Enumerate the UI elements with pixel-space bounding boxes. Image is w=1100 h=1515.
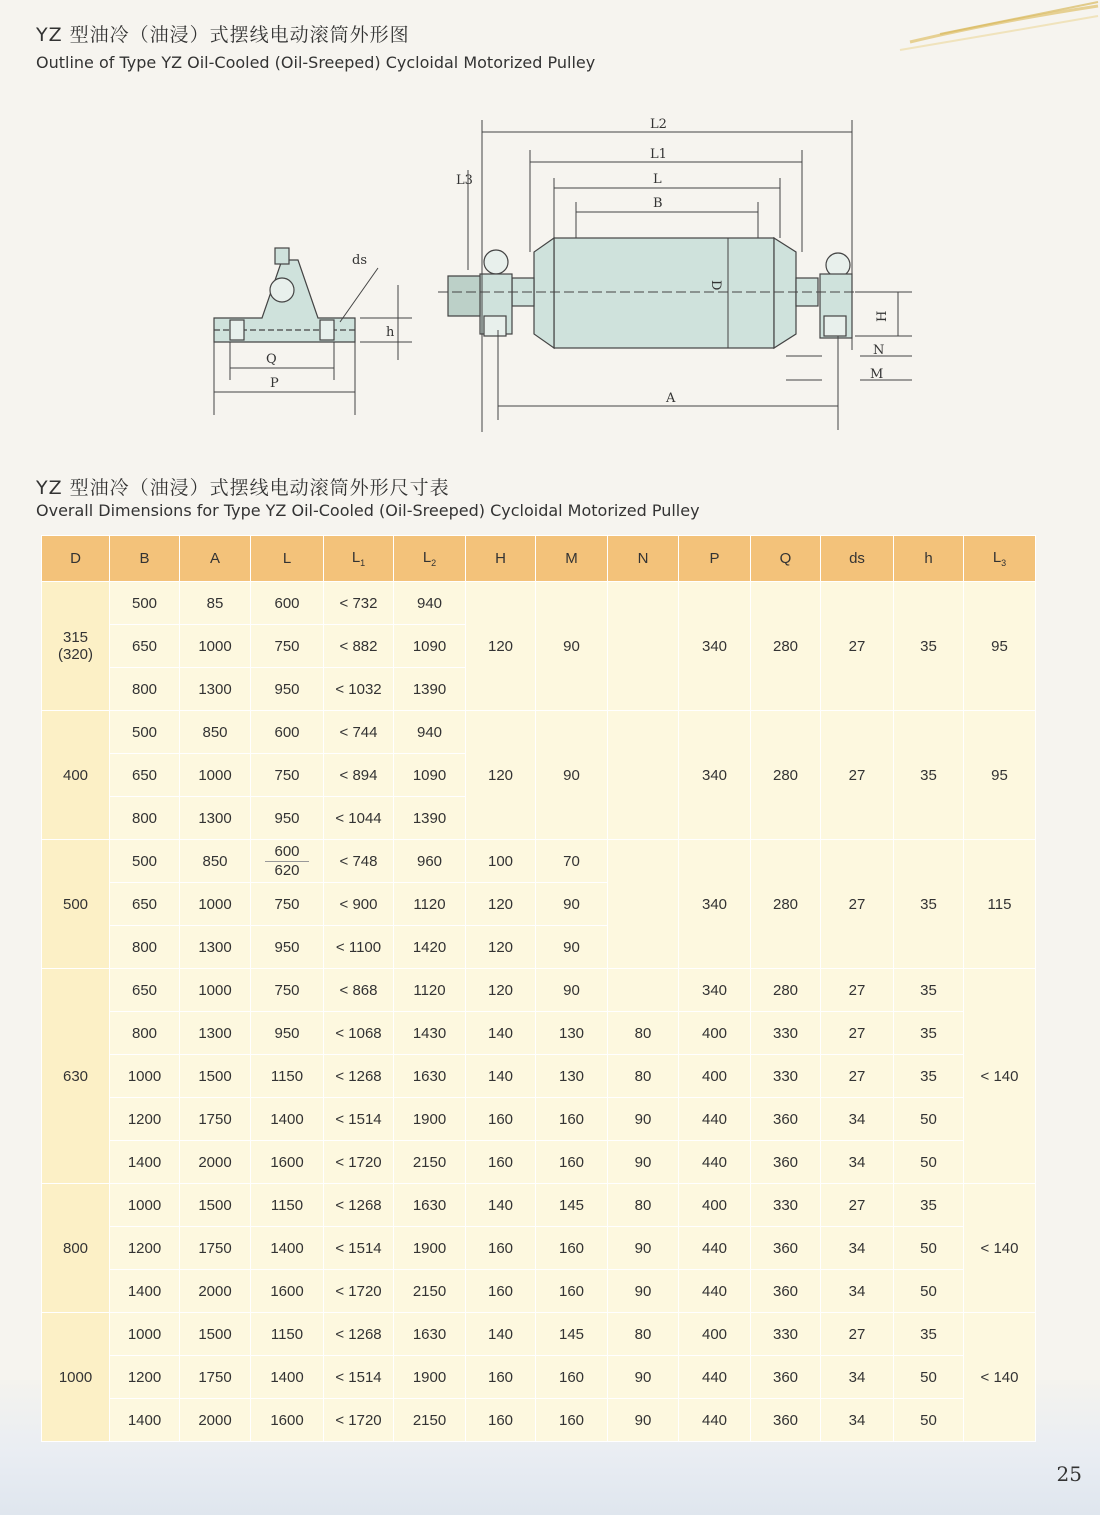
col-header-l1: $L_1$	[324, 536, 394, 582]
merged-q: 280	[751, 711, 821, 840]
col-header-h: H	[466, 536, 536, 582]
table-cell: 1430	[394, 1012, 466, 1055]
merged-h: 35	[894, 582, 964, 711]
table-cell: 400	[679, 1184, 751, 1227]
table-cell: 160	[536, 1227, 608, 1270]
table-cell: < 1514	[324, 1227, 394, 1270]
table-cell: 440	[679, 1270, 751, 1313]
table-cell: 440	[679, 1141, 751, 1184]
table-cell: 1150	[251, 1313, 324, 1356]
merged-h: 120	[466, 711, 536, 840]
table-cell: < 900	[324, 883, 394, 926]
table-cell: 35	[894, 969, 964, 1012]
table-cell: 70	[536, 840, 608, 883]
table-cell: 2150	[394, 1141, 466, 1184]
table-cell: 160	[466, 1141, 536, 1184]
table-cell: 2150	[394, 1399, 466, 1442]
merged-h: 120	[466, 582, 536, 711]
table-cell: 35	[894, 1012, 964, 1055]
table-cell: 950	[251, 668, 324, 711]
table-cell: 1300	[180, 926, 251, 969]
table-cell: 27	[821, 969, 894, 1012]
d-cell: 500	[42, 840, 110, 969]
col-header-p: P	[679, 536, 751, 582]
table-cell: 1400	[251, 1356, 324, 1399]
table-cell: 1400	[110, 1270, 180, 1313]
table-cell: 1750	[180, 1098, 251, 1141]
table-cell: 120	[466, 969, 536, 1012]
table-cell: 1200	[110, 1356, 180, 1399]
table-cell: 940	[394, 711, 466, 754]
table-cell: 35	[894, 1313, 964, 1356]
table-cell: 160	[466, 1098, 536, 1141]
table-cell: 1000	[180, 969, 251, 1012]
table-cell: 100	[466, 840, 536, 883]
table-row	[42, 1356, 1036, 1399]
table-cell: 400	[679, 1055, 751, 1098]
dim-ds-label: ds	[352, 253, 367, 268]
dim-l1-label: L1	[650, 147, 667, 162]
table-cell: 400	[679, 1012, 751, 1055]
table-cell: 160	[536, 1098, 608, 1141]
table-cell: 50	[894, 1270, 964, 1313]
d-cell: 800	[42, 1184, 110, 1313]
outline-title-cn: YZ 型油冷（油浸）式摆线电动滚筒外形图	[36, 24, 410, 46]
table-cell: 600	[251, 711, 324, 754]
table-cell: < 1720	[324, 1270, 394, 1313]
table-cell: 950	[251, 926, 324, 969]
table-cell: 330	[751, 1055, 821, 1098]
dim-q-label: Q	[266, 352, 277, 367]
table-row	[42, 969, 1036, 1012]
table-cell: 1000	[110, 1184, 180, 1227]
table-cell: 50	[894, 1141, 964, 1184]
table-cell: 360	[751, 1399, 821, 1442]
table-cell: 1500	[180, 1055, 251, 1098]
table-cell: 34	[821, 1227, 894, 1270]
merged-p: 340	[679, 582, 751, 711]
table-row	[42, 1313, 1036, 1356]
table-cell: 2150	[394, 1270, 466, 1313]
merged-ds: 27	[821, 582, 894, 711]
table-cell: 1000	[110, 1055, 180, 1098]
dim-l-label: L	[653, 172, 662, 187]
table-cell: 1630	[394, 1055, 466, 1098]
table-cell: 1390	[394, 797, 466, 840]
table-cell: 2000	[180, 1141, 251, 1184]
table-cell: 34	[821, 1141, 894, 1184]
table-cell: 1120	[394, 969, 466, 1012]
table-cell: 1600	[251, 1399, 324, 1442]
table-cell: 1150	[251, 1184, 324, 1227]
table-cell: 90	[536, 883, 608, 926]
table-cell: 160	[466, 1356, 536, 1399]
table-cell: 800	[110, 797, 180, 840]
table-cell: 160	[536, 1141, 608, 1184]
merged-l3: 95	[964, 711, 1036, 840]
table-cell: 1000	[180, 625, 251, 668]
table-cell: 160	[536, 1399, 608, 1442]
outline-drawing	[200, 110, 920, 440]
table-cell: 85	[180, 582, 251, 625]
col-header-l: L	[251, 536, 324, 582]
d-cell: 1000	[42, 1313, 110, 1442]
table-cell: < 1268	[324, 1055, 394, 1098]
table-cell: 130	[536, 1012, 608, 1055]
table-cell: 1000	[180, 754, 251, 797]
table-cell: 440	[679, 1227, 751, 1270]
table-cell: 1400	[251, 1098, 324, 1141]
table-cell: < 1044	[324, 797, 394, 840]
table-cell: 1400	[251, 1227, 324, 1270]
merged-m: 90	[536, 582, 608, 711]
table-cell: 850	[180, 711, 251, 754]
dim-m-label: M	[870, 367, 884, 382]
table-row	[42, 1227, 1036, 1270]
table-cell: 940	[394, 582, 466, 625]
table-cell: 1300	[180, 668, 251, 711]
table-cell: < 894	[324, 754, 394, 797]
merged-n	[608, 582, 679, 711]
table-cell: 50	[894, 1227, 964, 1270]
table-cell: 1150	[251, 1055, 324, 1098]
col-header-b: B	[110, 536, 180, 582]
table-cell: 80	[608, 1012, 679, 1055]
table-cell: 330	[751, 1313, 821, 1356]
table-cell: 1600	[251, 1141, 324, 1184]
merged-p: 340	[679, 840, 751, 969]
table-cell: 90	[536, 926, 608, 969]
dim-h-small-label: h	[386, 325, 395, 340]
merged-n	[608, 711, 679, 840]
table-cell	[608, 969, 679, 1012]
table-cell: 90	[608, 1399, 679, 1442]
outline-title-en: Outline of Type YZ Oil-Cooled (Oil-Sreeped) Cycloidal Motorized Pulley	[36, 53, 596, 72]
table-cell: 950	[251, 797, 324, 840]
table-cell: 34	[821, 1098, 894, 1141]
table-cell: 960	[394, 840, 466, 883]
table-cell: 145	[536, 1184, 608, 1227]
col-header-h: h	[894, 536, 964, 582]
table-cell: < 1100	[324, 926, 394, 969]
table-cell: < 1032	[324, 668, 394, 711]
col-header-ds: ds	[821, 536, 894, 582]
dim-n-label: N	[873, 343, 885, 358]
table-cell: 27	[821, 1012, 894, 1055]
merged-h: 35	[894, 840, 964, 969]
table-row	[42, 1098, 1036, 1141]
table-cell: 800	[110, 926, 180, 969]
table-cell: 1900	[394, 1227, 466, 1270]
table-cell: 1120	[394, 883, 466, 926]
table-cell: 1200	[110, 1227, 180, 1270]
table-row	[42, 1055, 1036, 1098]
gold-brush-decoration	[870, 0, 1100, 60]
merged-ds: 27	[821, 711, 894, 840]
table-cell: < 1268	[324, 1313, 394, 1356]
table-cell: 440	[679, 1399, 751, 1442]
table-cell: 360	[751, 1141, 821, 1184]
table-cell: 330	[751, 1012, 821, 1055]
table-cell: 1750	[180, 1227, 251, 1270]
table-title-en: Overall Dimensions for Type YZ Oil-Cooled (Oil-Sreeped) Cycloidal Motorized Pulley	[36, 501, 700, 520]
table-cell: 650	[110, 969, 180, 1012]
table-cell: 600	[251, 582, 324, 625]
table-cell: 850	[180, 840, 251, 883]
merged-l3: 115	[964, 840, 1036, 969]
table-cell: 2000	[180, 1399, 251, 1442]
table-cell: 27	[821, 1055, 894, 1098]
table-cell: 650	[110, 625, 180, 668]
merged-n	[608, 840, 679, 969]
dim-d-label: D	[708, 280, 723, 291]
table-cell: 34	[821, 1270, 894, 1313]
merged-m: 90	[536, 711, 608, 840]
dim-l2-label: L2	[650, 117, 667, 132]
dim-p-label: P	[270, 376, 279, 391]
table-cell: 650	[110, 754, 180, 797]
table-cell: < 1068	[324, 1012, 394, 1055]
table-cell: 1500	[180, 1313, 251, 1356]
table-cell: 1750	[180, 1356, 251, 1399]
table-row	[42, 1270, 1036, 1313]
table-cell: < 1720	[324, 1141, 394, 1184]
table-cell: 950	[251, 1012, 324, 1055]
table-cell: 140	[466, 1313, 536, 1356]
table-cell: 160	[466, 1399, 536, 1442]
merged-l3: < 140	[964, 1184, 1036, 1313]
table-cell: 80	[608, 1313, 679, 1356]
table-cell: 90	[608, 1227, 679, 1270]
table-cell: 500	[110, 711, 180, 754]
table-cell: 1300	[180, 1012, 251, 1055]
table-cell: 750	[251, 969, 324, 1012]
d-cell: 630	[42, 969, 110, 1184]
table-cell: < 744	[324, 711, 394, 754]
table-cell: 1000	[110, 1313, 180, 1356]
table-cell: 650	[110, 883, 180, 926]
table-cell: 800	[110, 1012, 180, 1055]
table-cell: < 1514	[324, 1356, 394, 1399]
dim-h-label: H	[875, 310, 890, 322]
table-cell: 120	[466, 883, 536, 926]
table-cell: 360	[751, 1227, 821, 1270]
table-cell: 360	[751, 1098, 821, 1141]
table-cell: 440	[679, 1356, 751, 1399]
merged-q: 280	[751, 582, 821, 711]
table-cell: 800	[110, 668, 180, 711]
merged-ds: 27	[821, 840, 894, 969]
table-cell: 1090	[394, 754, 466, 797]
table-cell: < 868	[324, 969, 394, 1012]
table-cell: 140	[466, 1184, 536, 1227]
table-cell: < 748	[324, 840, 394, 883]
col-header-d: D	[42, 536, 110, 582]
table-cell: 330	[751, 1184, 821, 1227]
front-view	[448, 238, 852, 348]
table-cell: 500	[110, 582, 180, 625]
table-cell: 35	[894, 1184, 964, 1227]
table-cell: 750	[251, 754, 324, 797]
dim-l3-label: L3	[456, 173, 473, 188]
d-cell: 400	[42, 711, 110, 840]
col-header-n: N	[608, 536, 679, 582]
side-view	[214, 248, 355, 342]
table-cell: 80	[608, 1184, 679, 1227]
merged-l3: < 140	[964, 969, 1036, 1184]
table-cell: 1000	[180, 883, 251, 926]
table-cell: 140	[466, 1055, 536, 1098]
table-cell: 50	[894, 1356, 964, 1399]
table-cell: 2000	[180, 1270, 251, 1313]
table-cell: 750	[251, 883, 324, 926]
table-cell: 750	[251, 625, 324, 668]
table-row	[42, 1184, 1036, 1227]
table-cell: 50	[894, 1098, 964, 1141]
table-cell: 280	[751, 969, 821, 1012]
table-cell: 145	[536, 1313, 608, 1356]
table-cell: < 882	[324, 625, 394, 668]
table-cell: 90	[536, 969, 608, 1012]
table-row	[42, 582, 1036, 625]
table-cell: 160	[466, 1227, 536, 1270]
table-cell: 90	[608, 1270, 679, 1313]
table-row	[42, 1012, 1036, 1055]
table-cell: < 1720	[324, 1399, 394, 1442]
table-cell: 1630	[394, 1313, 466, 1356]
dim-b-label: B	[653, 196, 663, 211]
table-cell: 160	[466, 1270, 536, 1313]
table-cell: 1630	[394, 1184, 466, 1227]
table-cell: 360	[751, 1356, 821, 1399]
merged-l3: 95	[964, 582, 1036, 711]
table-cell: 27	[821, 1313, 894, 1356]
table-cell: 50	[894, 1399, 964, 1442]
merged-p: 340	[679, 711, 751, 840]
table-cell: < 1514	[324, 1098, 394, 1141]
table-cell: 600 620	[251, 840, 324, 883]
merged-q: 280	[751, 840, 821, 969]
table-cell: 1090	[394, 625, 466, 668]
table-cell: < 1268	[324, 1184, 394, 1227]
table-cell: 160	[536, 1356, 608, 1399]
col-header-l2: $L_2$	[394, 536, 466, 582]
d-cell: 315 (320)	[42, 582, 110, 711]
table-title-cn: YZ 型油冷（油浸）式摆线电动滚筒外形尺寸表	[36, 477, 450, 499]
col-header-q: Q	[751, 536, 821, 582]
dim-a-label: A	[666, 391, 676, 406]
table-row	[42, 711, 1036, 754]
table-cell: 500	[110, 840, 180, 883]
table-row	[42, 840, 1036, 883]
dimensions-table	[41, 535, 1036, 1442]
table-cell: 90	[608, 1098, 679, 1141]
table-cell: 400	[679, 1313, 751, 1356]
table-cell: 27	[821, 1184, 894, 1227]
table-row	[42, 1141, 1036, 1184]
table-cell: 1400	[110, 1141, 180, 1184]
table-cell: 35	[894, 1055, 964, 1098]
table-cell: 440	[679, 1098, 751, 1141]
table-cell: 80	[608, 1055, 679, 1098]
table-cell: 90	[608, 1356, 679, 1399]
table-cell: 1300	[180, 797, 251, 840]
table-cell: 34	[821, 1356, 894, 1399]
col-header-a: A	[180, 536, 251, 582]
table-cell: 360	[751, 1270, 821, 1313]
merged-l3: < 140	[964, 1313, 1036, 1442]
table-cell: 1400	[110, 1399, 180, 1442]
merged-h: 35	[894, 711, 964, 840]
table-cell: 34	[821, 1399, 894, 1442]
table-row	[42, 1399, 1036, 1442]
table-cell: 140	[466, 1012, 536, 1055]
table-cell: < 732	[324, 582, 394, 625]
page-number: 25	[1056, 1462, 1082, 1486]
table-cell: 1390	[394, 668, 466, 711]
table-cell: 120	[466, 926, 536, 969]
table-cell: 160	[536, 1270, 608, 1313]
table-cell: 1500	[180, 1184, 251, 1227]
table-cell: 1900	[394, 1356, 466, 1399]
table-cell: 90	[608, 1141, 679, 1184]
table-cell: 1900	[394, 1098, 466, 1141]
col-header-m: M	[536, 536, 608, 582]
col-header-l3: $L_3$	[964, 536, 1036, 582]
table-cell: 130	[536, 1055, 608, 1098]
table-cell: 1420	[394, 926, 466, 969]
table-cell: 1200	[110, 1098, 180, 1141]
table-cell: 1600	[251, 1270, 324, 1313]
table-cell: 340	[679, 969, 751, 1012]
